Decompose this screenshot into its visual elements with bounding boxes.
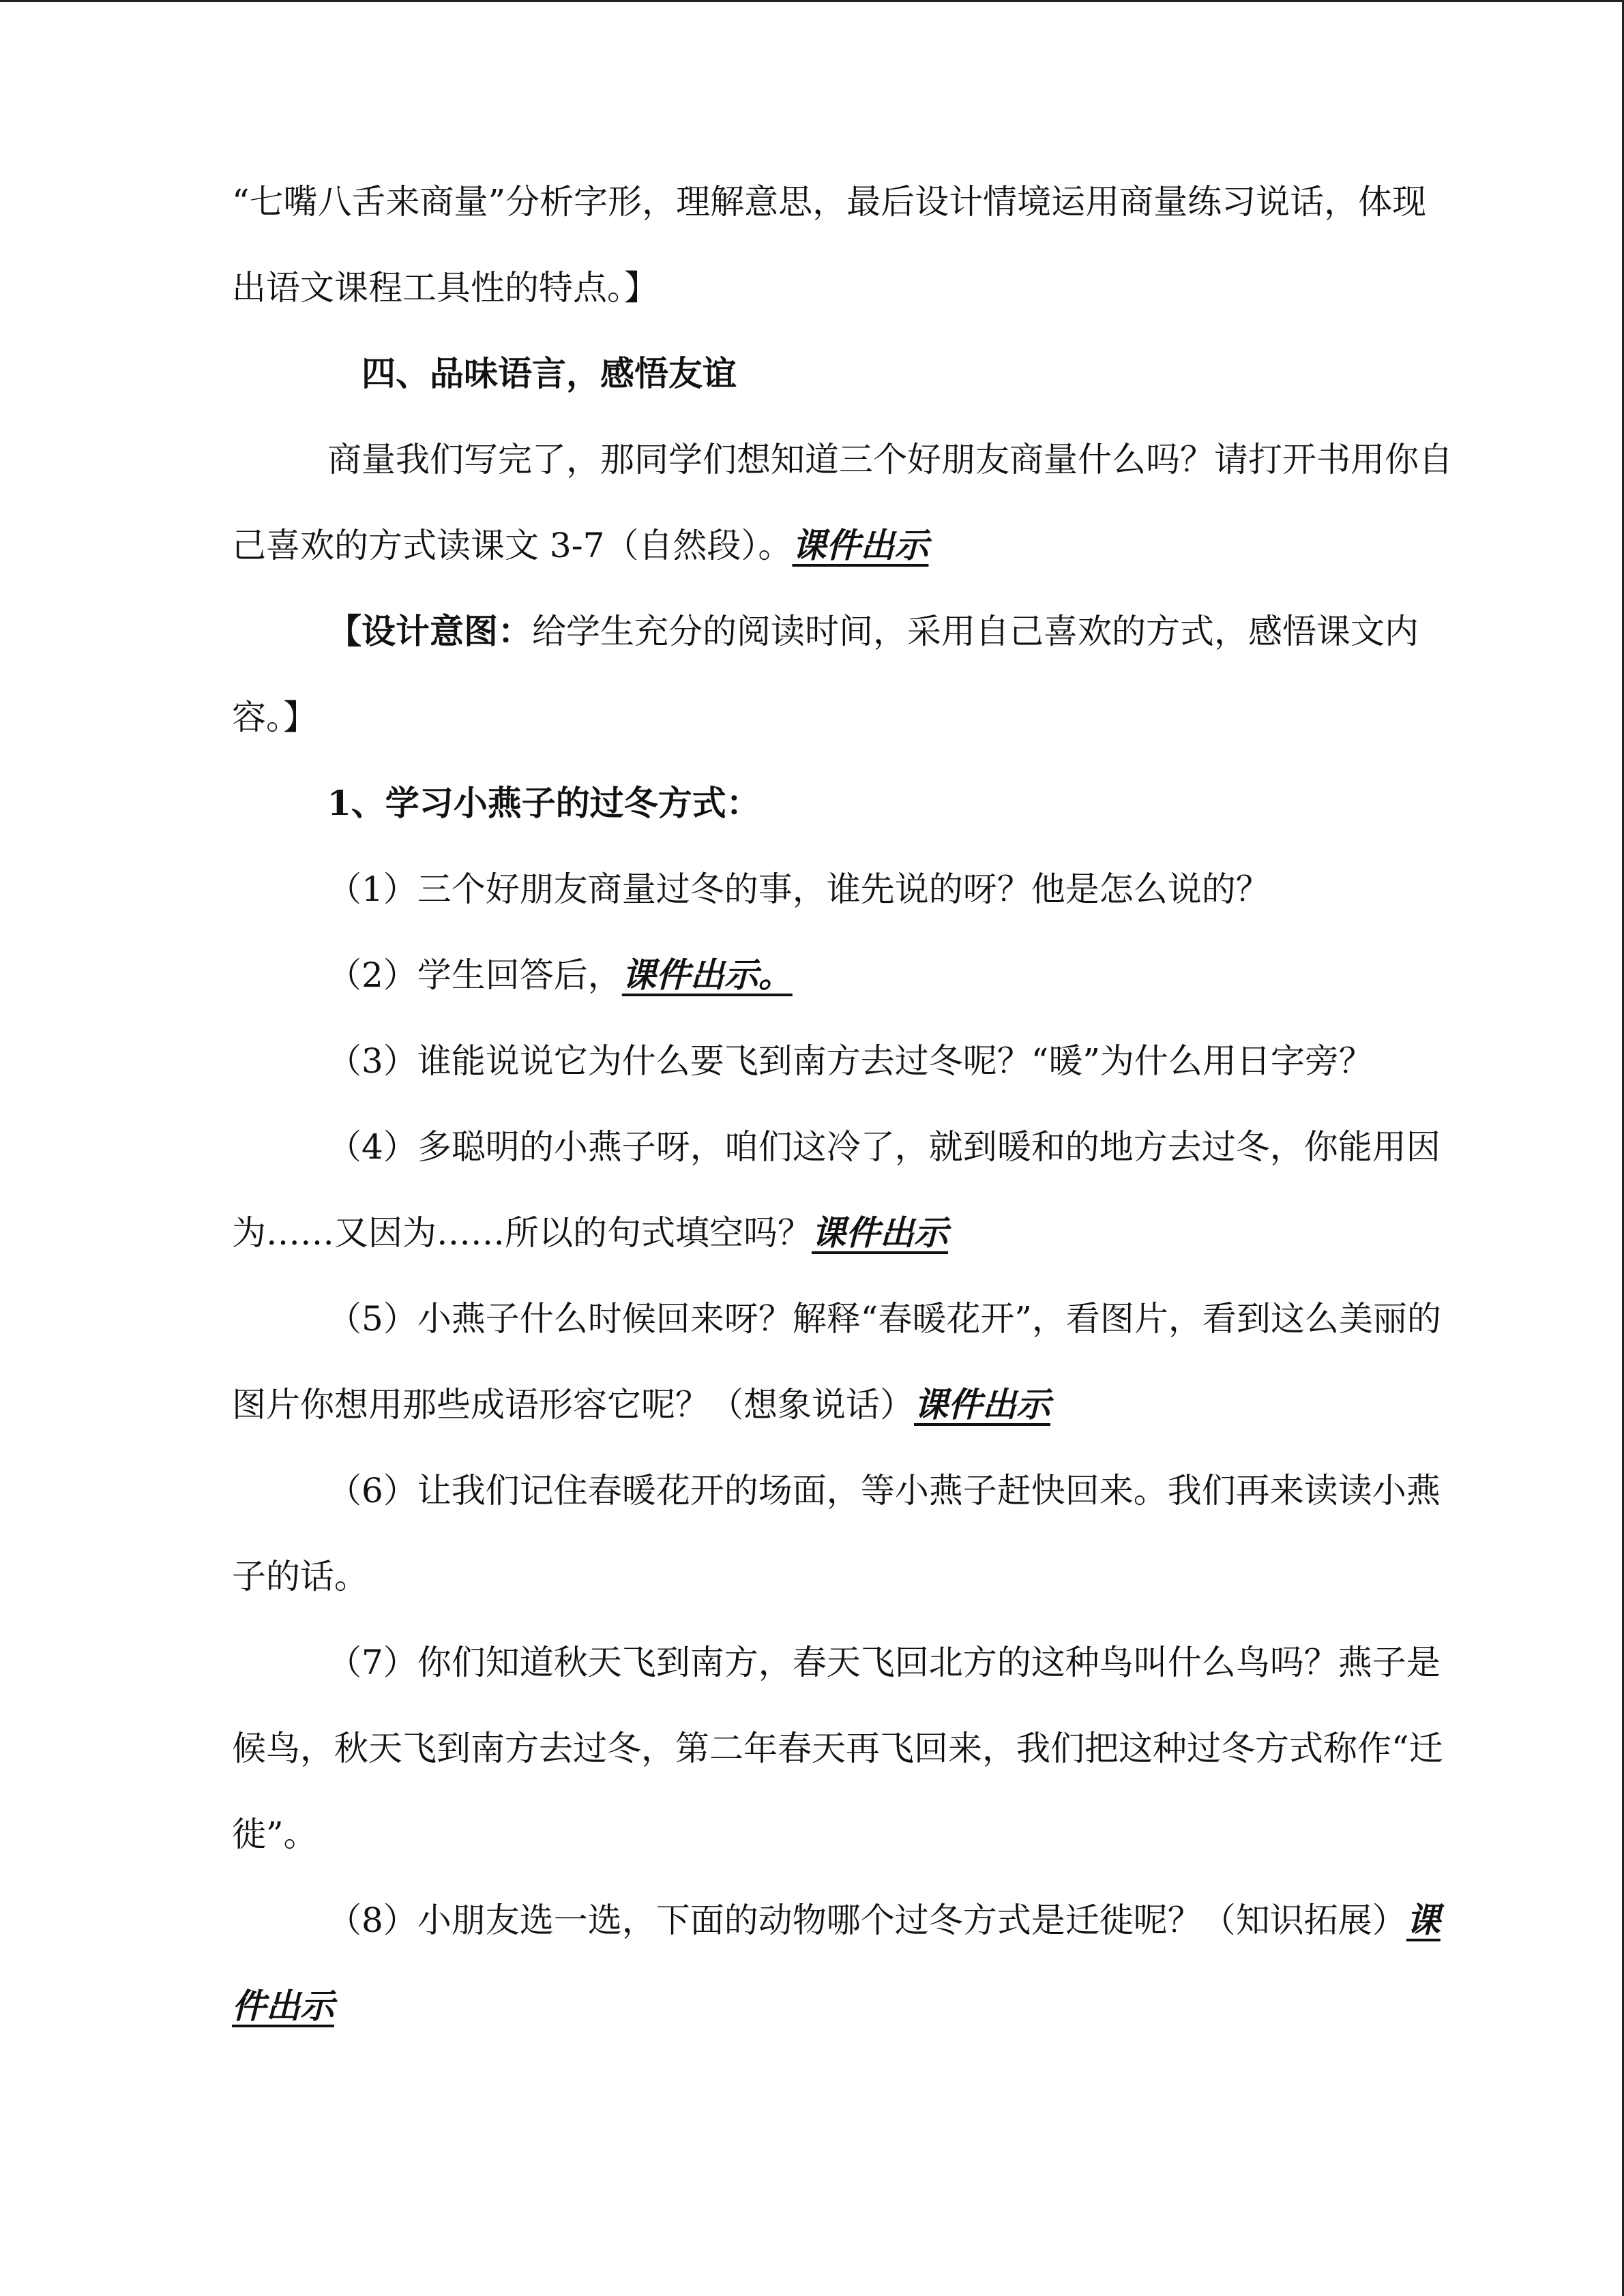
paragraph-text: “七嘴八舌来商量”分析字形，理解意思，最后设计情境运用商量练习说话，体现出语文课程工具性的特点。】 <box>232 182 1427 308</box>
question-7 <box>232 1620 1460 1877</box>
courseware-link[interactable]: 课件出示 <box>914 1384 1050 1425</box>
heading-text: 1、学习小燕子的过冬方式： <box>327 783 761 823</box>
section-heading-4 <box>232 331 1460 417</box>
paragraph-text: （3）谁能说说它为什么要飞到南方去过冬呢？“暖”为什么用日字旁？ <box>327 1041 1373 1081</box>
paragraph-text: （5）小燕子什么时候回来呀？解释“春暖花开”，看图片，看到这么美丽的图片你想用那些成语形容它呢？（想象说话） <box>232 1299 1441 1425</box>
courseware-link[interactable]: 课件出示。 <box>621 955 793 995</box>
courseware-link[interactable]: 课件出示 <box>792 525 929 565</box>
document-body <box>232 159 1460 2049</box>
question-8 <box>232 1877 1460 2049</box>
question-3 <box>232 1018 1460 1104</box>
paragraph-design-intent-end <box>232 159 1460 331</box>
courseware-link[interactable]: 课件出示 <box>232 1900 1441 2026</box>
question-6 <box>232 1448 1460 1620</box>
design-intent-label: 【设计意图： <box>327 611 532 651</box>
paragraph-text: （2）学生回答后， <box>327 955 622 995</box>
paragraph-reading-intro <box>232 417 1460 588</box>
subsection-heading-1 <box>232 760 1460 846</box>
paragraph-text: （6）让我们记住春暖花开的场面，等小燕子赶快回来。我们再来读读小燕子的话。 <box>232 1471 1441 1596</box>
paragraph-text: （4）多聪明的小燕子呀，咱们这冷了，就到暖和的地方去过冬，你能用因为……又因为……所以的句式填空吗？ <box>232 1127 1441 1253</box>
heading-text: 四、品味语言，感悟友谊 <box>361 353 737 393</box>
question-2 <box>232 932 1460 1018</box>
paragraph-text: （7）你们知道秋天飞到南方，春天飞回北方的这种鸟叫什么鸟吗？燕子是候鸟，秋天飞到南方去过冬，第二年春天再飞回来，我们把这种过冬方式称作“迁徙”。 <box>232 1643 1443 1854</box>
courseware-link[interactable]: 课件出示 <box>812 1212 948 1253</box>
paragraph-text: （1）三个好朋友商量过冬的事，谁先说的呀？他是怎么说的？ <box>327 869 1270 909</box>
question-1 <box>232 846 1460 932</box>
question-4 <box>232 1104 1460 1276</box>
paragraph-text: （8）小朋友选一选，下面的动物哪个过冬方式是迁徙呢？（知识拓展） <box>327 1900 1406 1940</box>
paragraph-text: 商量我们写完了，那同学们想知道三个好朋友商量什么吗？请打开书用你自己喜欢的方式读课文 3-7（自然段）。 <box>232 440 1453 565</box>
paragraph-text: 给学生充分的阅读时间，采用自己喜欢的方式，感悟课文内容。】 <box>232 612 1419 737</box>
paragraph-design-intent <box>232 588 1460 760</box>
question-5 <box>232 1276 1460 1448</box>
